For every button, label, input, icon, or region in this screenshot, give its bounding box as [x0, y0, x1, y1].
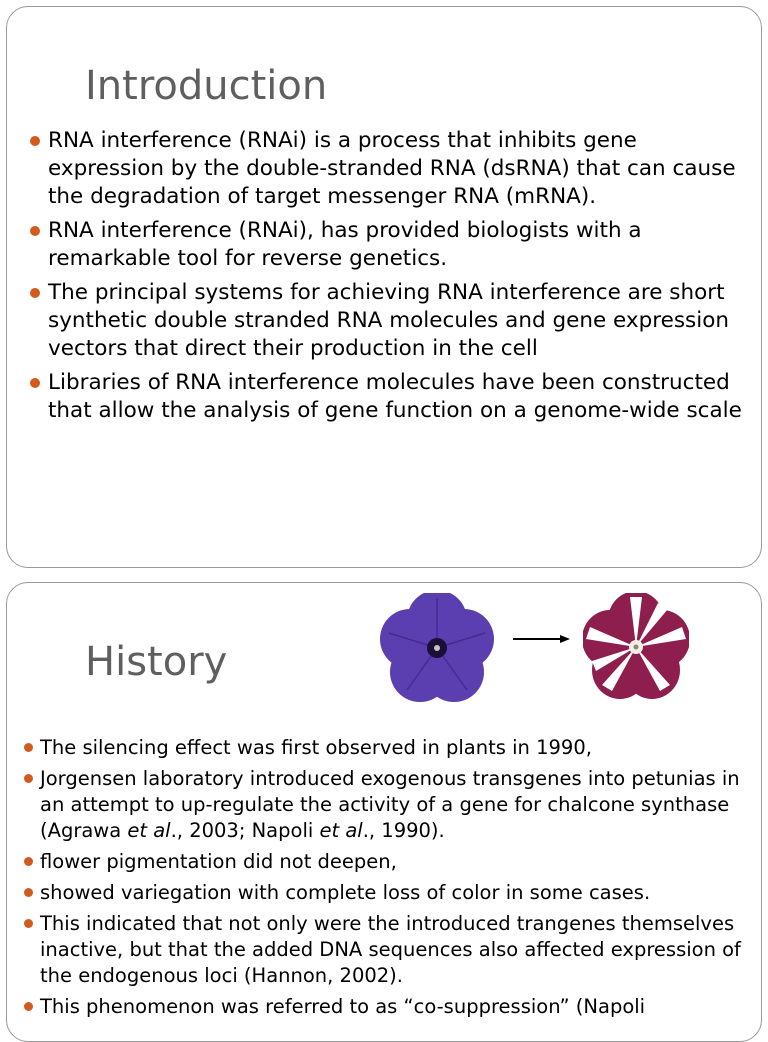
petunia-variegated-image [583, 593, 689, 701]
bullet-item: RNA interference (RNAi), has provided biologists with a remarkable tool for reverse genetics. [48, 217, 748, 273]
bullet-dot-icon [30, 226, 40, 236]
slide-title: History [85, 639, 228, 685]
bullet-dot-icon [24, 743, 33, 752]
slide-title: Introduction [85, 63, 328, 109]
bullet-dot-icon [30, 378, 40, 388]
bullet-item: RNA interference (RNAi) is a process that inhibits gene expression by the double-stranded RNA (dsRNA) that can cause the degradation of target messenger RNA (mRNA). [48, 127, 748, 211]
bullet-list [40, 735, 750, 1025]
slide-introduction [6, 6, 762, 568]
bullet-dot-icon [24, 857, 33, 866]
bullet-item: The silencing effect was first observed in plants in 1990, [40, 735, 750, 761]
bullet-item: flower pigmentation did not deepen, [40, 849, 750, 875]
bullet-item: Jorgensen laboratory introduced exogenous transgenes into petunias in an attempt to up-regulate the activity of a gene for chalcone synthase (Agrawa et al., 2003; Napoli et al., 1990). [40, 766, 750, 844]
bullet-list [48, 127, 748, 431]
bullet-item: showed variegation with complete loss of color in some cases. [40, 880, 750, 906]
bullet-dot-icon [24, 1002, 33, 1011]
bullet-item: This phenomenon was referred to as “co-suppression” (Napoli [40, 994, 750, 1020]
bullet-item: This indicated that not only were the introduced trangenes themselves inactive, but that the added DNA sequences also affected expression of the endogenous loci (Hannon, 2002). [40, 911, 750, 989]
bullet-item: The principal systems for achieving RNA interference are short synthetic double stranded RNA molecules and gene expression vectors that direct their production in the cell [48, 279, 748, 363]
petunia-purple-image [378, 593, 496, 703]
right-arrow-icon [512, 632, 572, 646]
bullet-dot-icon [30, 136, 40, 146]
bullet-dot-icon [24, 888, 33, 897]
bullet-item: Libraries of RNA interference molecules have been constructed that allow the analysis of gene function on a genome-wide scale [48, 369, 748, 425]
slide-history [6, 582, 762, 1042]
bullet-dot-icon [30, 288, 40, 298]
bullet-dot-icon [24, 919, 33, 928]
bullet-dot-icon [24, 774, 33, 783]
